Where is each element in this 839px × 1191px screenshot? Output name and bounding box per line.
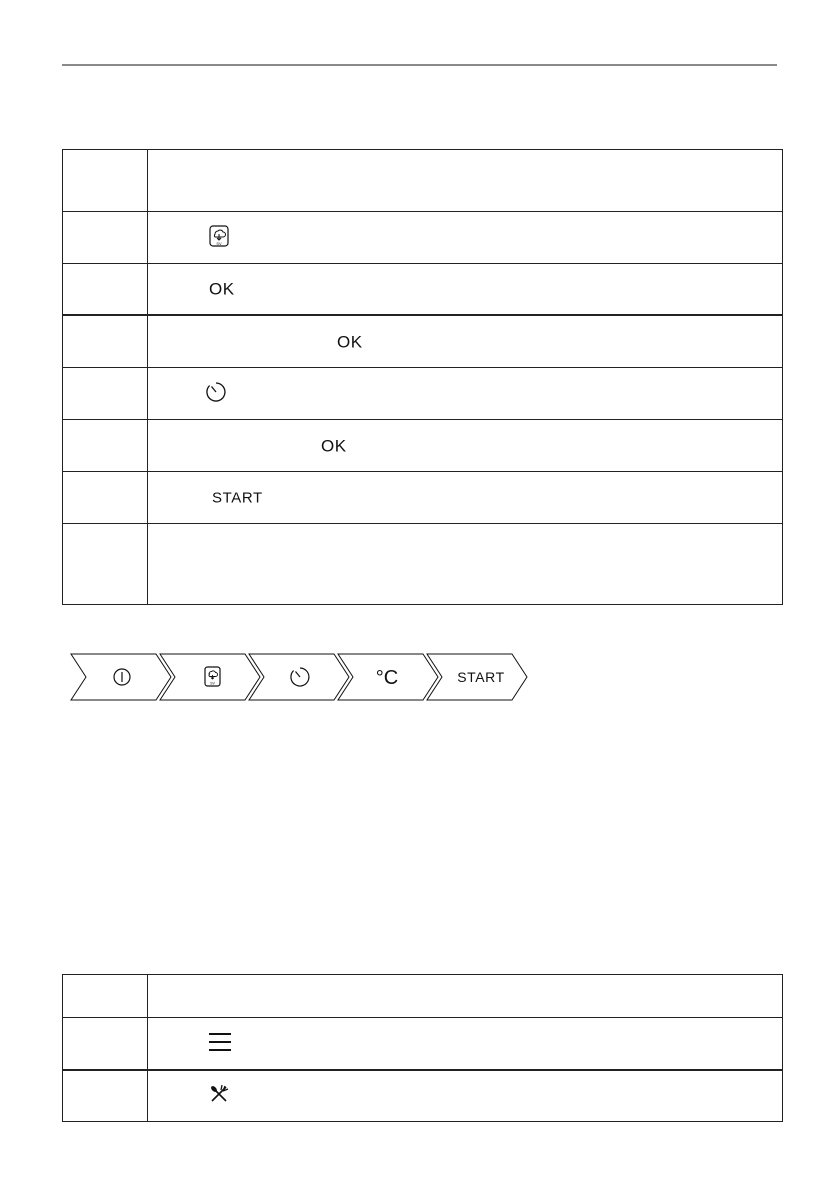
cutlery-icon — [209, 1084, 229, 1108]
header-rule — [62, 64, 777, 66]
procedure-table — [62, 149, 783, 605]
step-number-cell — [63, 150, 148, 212]
step-number-cell — [63, 368, 148, 420]
table-row — [63, 212, 783, 264]
step-number-cell — [63, 264, 148, 316]
table-row — [63, 975, 783, 1018]
ok-label: OK — [321, 436, 347, 455]
step-number-cell — [63, 212, 148, 264]
table-row — [63, 1018, 783, 1071]
table-row — [63, 524, 783, 605]
ok-label: OK — [209, 279, 235, 299]
timer-icon — [205, 381, 227, 407]
sequence-step-start — [427, 654, 527, 700]
step-number-cell — [63, 315, 148, 368]
table-row — [63, 420, 783, 472]
svg-text:SV: SV — [216, 240, 222, 246]
step-text-cell — [148, 264, 783, 316]
step-number-cell — [63, 524, 148, 605]
step-text-cell — [148, 150, 783, 212]
svg-text:SV: SV — [210, 681, 215, 686]
step-number-cell — [63, 1070, 148, 1122]
step-text-cell — [148, 368, 783, 420]
procedure-table-2 — [62, 974, 783, 1122]
step-number-cell — [63, 420, 148, 472]
sequence-step-sous-vide — [160, 654, 260, 700]
step-text-cell — [148, 1070, 783, 1122]
step-text-cell — [148, 315, 783, 368]
menu-icon — [208, 1032, 232, 1056]
sequence-step-timer — [249, 654, 349, 700]
start-label: START — [457, 669, 505, 685]
table-row — [63, 264, 783, 316]
table-row — [63, 315, 783, 368]
sous-vide-icon — [209, 225, 229, 251]
table-row — [63, 1070, 783, 1122]
sequence-step-temperature — [338, 654, 438, 700]
step-text-cell — [148, 472, 783, 524]
start-label: START — [212, 489, 263, 506]
sequence-step-power — [71, 654, 171, 700]
step-number-cell — [63, 1018, 148, 1071]
step-text-cell — [148, 420, 783, 472]
table-row — [63, 472, 783, 524]
step-text-cell — [148, 524, 783, 605]
step-text-cell — [148, 212, 783, 264]
step-number-cell — [63, 975, 148, 1018]
temperature-icon: °C — [375, 667, 399, 689]
table-row — [63, 150, 783, 212]
sequence-diagram — [70, 653, 530, 701]
step-number-cell — [63, 472, 148, 524]
table-row — [63, 368, 783, 420]
step-text-cell — [148, 975, 783, 1018]
step-text-cell — [148, 1018, 783, 1071]
ok-label: OK — [337, 332, 363, 351]
